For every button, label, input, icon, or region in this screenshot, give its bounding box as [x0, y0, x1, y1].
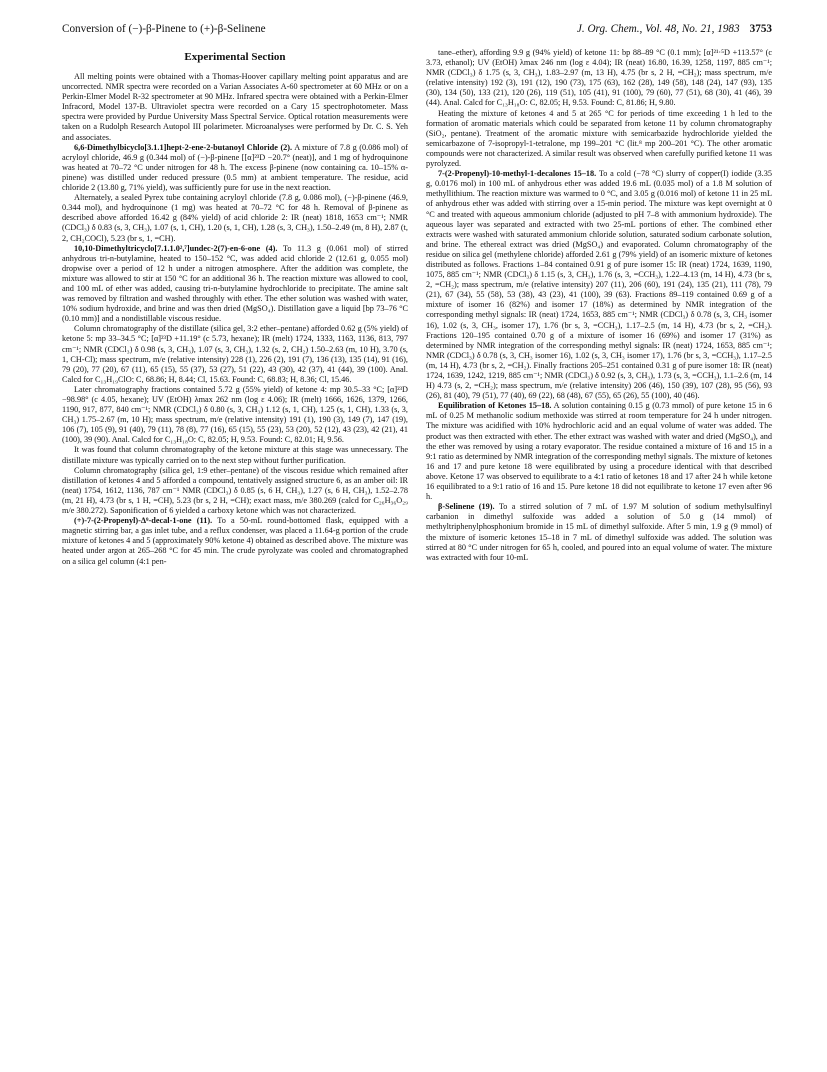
- paragraph: [62, 143, 408, 193]
- paragraph: [62, 445, 408, 465]
- paragraph-text: Column chromatography of the distillate (silica gel, 3:2 ether–pentane) afforded 0.62 g (5% yield) of ketone 5: mp 33–34.5 °C; [α]²³D +11.19° (c 5.73, hexane); IR (melt) 1724, 1333, 1163, 1136, 813, 797 cm⁻¹; NMR (CDCl₃) δ 0.98 (s, 3, CH₃), 1.07 (s, 3, CH₃), 1.32 (s, 2, CH₂) 1.50–2.63 (m, 10 H), 3.70 (s, 1, CH-Cl); mass spectrum, m/e (relative intensity) 228 (1), 226 (2), 191 (7), 136 (13), 135 (14), 91 (16), 79 (20), 77 (20), 67 (11), 65 (15), 55 (37), 53 (27), 51 (22), 43 (30), 42 (37), 41 (44), 39 (100). Anal. Calcd for C₁₃H₁₉ClO: C, 68.86; H, 8.44; Cl, 15.63. Found: C, 68.83; H, 8.36; Cl, 15.46.: [62, 324, 408, 384]
- paragraph-text: Alternately, a sealed Pyrex tube containing acryloyl chloride (7.8 g, 0.086 mol), (−)-β-pinene (46.9, 0.344 mol), and hydroquinone (1 mg) was heated at 70–72 °C for 48 h. Removal of β-pinene as described above afforded 16.42 g (84% yield) of acid chloride 2: IR (neat) 1818, 1653 cm⁻¹; NMR (CDCl₃) δ 0.83 (s, 3, CH₃), 1.07 (s, 1, CH), 1.20 (s, 1, CH), 1.28 (s, 3, CH₃), 1.50–2.49 (m, 8 H), 2.87 (t, 2, CH₂COCl), 5.23 (br s, 1, =CH).: [62, 193, 408, 243]
- running-head: [62, 22, 772, 36]
- paragraph: [426, 502, 772, 563]
- paragraph: [62, 244, 408, 325]
- paragraph-text: tane–ether), affording 9.9 g (94% yield) of ketone 11: bp 88–89 °C (0.1 mm); [α]²¹·⁵D +113.57° (c 3.73, ethanol); UV (EtOH) λmax 246 nm (log ε 4.04); IR (neat) 16.80, 16.39, 1258, 1197, 885 cm⁻¹; NMR (CDCl₃) δ 1.75 (s, 3, CH₃), 1.83–2.97 (m, 13 H), 4.75 (br s, 2 H, =CH₂); mass spectrum, m/e (relative intensity) 192 (3), 191 (12), 190 (73), 175 (63), 162 (28), 149 (58), 148 (24), 147 (93), 135 (30), 134 (50), 133 (21), 120 (26), 119 (51), 105 (41), 91 (100), 79 (60), 77 (51), 68 (30), 41 (46), 39 (44). Anal. Calcd for C₁₃H₁₈O: C, 82.05; H, 9.53. Found: C, 81.86; H, 9.80.: [426, 48, 772, 108]
- compound-heading: Equilibration of Ketones 15–18.: [438, 401, 552, 411]
- paragraph-text: To a stirred solution of 7 mL of 1.97 M solution of sodium methylsulfinyl carbanion in dimethyl sulfoxide was added a solution of 5.0 g (14 mmol) of methyltriphenylphosphonium bromide in 15 mL of dimethyl sulfoxide. After 5 min, 1.9 g (9 mmol) of the mixture of isomeric ketones 15–18 in 7 mL of dimethyl sulfoxide was added. The solution was stirred at 80 °C under nitrogen for 65 h, cooled, and poured into an equal volume of water. The mixture was extracted with four 10-mL: [426, 502, 772, 562]
- paragraph: [426, 109, 772, 170]
- journal-citation: [577, 22, 772, 36]
- paragraph-text: To 11.3 g (0.061 mol) of stirred anhydrous tri-n-butylamine, heated to 150–152 °C, was added acid chloride 2 (12.61 g, 0.055 mol) dropwise over a period of 12 h under a nitrogen atmosphere. After the addition was complete, the mixture was allowed to stir at 150 °C for an additional 36 h. The reaction mixture was allowed to cool, and 100 mL of ether was added, causing tri-n-butylamine hydrochloride to precipitate. The amine salt was removed by filtration and washed throughly with ether. The ether solution was washed with water, 10% sodium hydroxide, and brine and was then dried (MgSO₄). Distillation gave a liquid [bp 73–76 °C (0.10 mm)] and a nondistillable viscous residue.: [62, 243, 409, 324]
- paragraph-text: Later chromatography fractions contained 5.72 g (55% yield) of ketone 4: mp 30.5–33 °C; [α]²³D −98.98° (c 4.05, hexane); UV (EtOH) λmax 262 nm (log ε 4.06); IR (melt) 1666, 1626, 1379, 1266, 1190, 917, 877, 840 cm⁻¹; NMR (CDCl₃) δ 0.80 (s, 3, CH₃) 1.12 (s, 1, CH), 1.25 (s, 1, CH), 1.33 (s, 3, CH₃) 1.75–2.67 (m, 10 H); mass spectrum, m/e (relative intensity) 191 (1), 190 (3), 149 (7), 147 (19), 106 (7), 105 (9), 91 (40), 79 (11), 78 (8), 77 (16), 65 (15), 55 (23), 53 (20), 52 (12), 43 (23), 42 (21), 41 (100), 39 (90). Anal. Calcd for C₁₃H₁₈O: C, 82.05; H, 9.53. Found: C, 82.01; H, 9.56.: [62, 384, 408, 445]
- paragraph-text: Column chromatography (silica gel, 1:9 ether–pentane) of the viscous residue which remained after distillation of ketones 4 and 5 afforded a compound, tentatively assigned structure 6, as an amber oil: IR (neat) 1754, 1612, 1136, 787 cm⁻¹ NMR (CDCl₃) δ 0.85 (s, 6 H, CH₃), 1.27 (s, 6 H, CH₃), 1.52–2.78 (m, 21 H), 4.73 (br s, 1 H, =CH), 5.23 (br s, 2 H, =CH); exact mass, m/e 380.269 (calcd for C₂₆H₃₆O₂₉ m/e 380.272). Saponification of 6 yielded a carboxy ketone which was not characterized.: [62, 465, 408, 516]
- paragraph: [62, 516, 408, 566]
- compound-heading: 10,10-Dimethyltricyclo[7.1.1.0²,⁷]undec-2(7)-en-6-one (4).: [74, 243, 278, 253]
- paragraph: [426, 48, 772, 109]
- paragraph-text: To a 50-mL round-bottomed flask, equipped with a magnetic stirring bar, a gas inlet tube, and a reflux condenser, was placed a 11.64-g portion of the crude mixture of ketones 4 and 5 (approximately 90% ketone 4) obtained as described above. The mixture was heated under argon at 265–268 °C for 45 min. The crude pyrolyzate was cooled and chromatographed on a silica gel column (4:1 pen-: [62, 516, 408, 566]
- paragraph-text: All melting points were obtained with a Thomas-Hoover capillary melting point apparatus and are uncorrected. NMR spectra were recorded on a Varian Associates A-60 spectrometer at 60 MHz or on a Perkin-Elmer Model R-32 spectrometer at 90 MHz. Infrared spectra were obtained with a Perkin-Elmer Infracord, Model 137-B. Ultraviolet spectra were recorded on a Cary 15 spectrophotometer. Mass spectra were provided by Purdue University Mass Spectral Service. Optical rotation measurements were taken on a Rudolph Research Autopol III polarimeter. Microanalyses were performed by Dr. C. S. Yeh and associates.: [62, 72, 408, 142]
- compound-heading: β-Selinene (19).: [438, 502, 495, 512]
- paragraph: [426, 401, 772, 502]
- journal-name: J. Org. Chem., Vol. 48, No. 21, 1983: [576, 23, 740, 35]
- left-column-body: [62, 72, 408, 567]
- paragraph-text: A solution containing 0.15 g (0.73 mmol) of pure ketone 15 in 6 mL of 0.25 M methanolic sodium methoxide was stirred at room temperature for 24 h under nitrogen. The mixture was acidified with 10% hydrochloric acid and an equal volume of water was added. The product was then extracted with ether. The ether extract was washed with water and dried (MgSO₄), and the ether was removed by using a rotary evaporator. The residue contained a mixture of 16 and 15 in a 9:1 ratio as determined by NMR integration of the corresponding methyl signals. The mixture of ketones 16 and 17 and pure ketone 18 were equilibrated by using a procedure identical with that described above. Ketone 17 was observed to equilibrate to a 4:1 ratio of ketones 18 and 17 after 24 h while ketone 16 equilibrated to a 9:1 ratio of 16 and 15. Pure ketone 18 did not equilibrate to ketone 17 even after 96 h.: [426, 401, 773, 502]
- paragraph-text: Heating the mixture of ketones 4 and 5 at 265 °C for periods of time exceeding 1 h led to the formation of aromatic materials which could be separated from ketone 11 by column chromatography (SiO₂, pentane). Treatment of the aromatic mixture with semicarbazide hydrochloride yielded the semicarbazone of 7-isopropyl-1-tetralone, mp 199–201 °C (lit.⁸ mp 200–201 °C). The other aromatic compounds were not characterized. A similar result was observed when carefully purified ketone 11 was pyrolyzed.: [426, 108, 772, 169]
- compound-heading: 6,6-Dimethylbicyclo[3.1.1]hept-2-ene-2-butanoyl Chloride (2).: [74, 142, 293, 152]
- compound-heading: (+)-7-(2-Propenyl)-Δ⁹-decal-1-one (11).: [74, 516, 213, 526]
- paragraph: [62, 466, 408, 516]
- section-heading: Experimental Section: [184, 51, 286, 63]
- compound-heading: 7-(2-Propenyl)-10-methyl-1-decalones 15–18.: [438, 169, 597, 179]
- paragraph: [62, 193, 408, 243]
- paragraph: [426, 169, 772, 401]
- right-column: [426, 48, 772, 563]
- paragraph-text: To a cold (−78 °C) slurry of copper(I) iodide (3.35 g, 0.0176 mol) in 100 mL of anhydrous ether was added 19.6 mL (0.035 mol) of a 1.8 M solution of methyllithium. The reaction mixture was warmed to 0 °C, and 3.05 g (0.016 mol) of ketone 11 in 25 mL of anhydrous ether was added with stirring over a 15-min period. The mixture was kept overnight at 0 °C and treated with aqueous ammonium chloride (adjusted to pH 7–8 with ammonium hydroxide). The aqueous layer was separated and extracted with two 25-mL portions of ether. The combined ether extracts were washed with saturated ammonium chloride solution, saturated sodium carbonate solution, and brine. The ethereal extract was dried (MgSO₄) and evaporated. Column chromatography of the residue on silica gel (methylene chloride) afforded 2.61 g (79% yield) of an isomeric mixture of ketones distributed as follows. Fractions 1–84 contained 0.91 g of pure isomer 15: IR (neat) 1724, 1639, 1190, 1075, 885 cm⁻¹; NMR (CDCl₃) δ 1.15 (s, 3, CH₃), 1.76 (s, 3, =CCH₃), 1.22–4.13 (m, 14 H), 4.73 (br s, 2, =CH₂); mass spectrum, m/e (relative intensity) 207 (11), 206 (60), 191 (24), 135 (21), 111 (78), 79 (21), 67 (34), 55 (58), 53 (38), 43 (23), 41 (100), 39 (63). Fractions 89–119 contained 0.69 g of a mixture of isomer 16 (82%) and isomer 17 (18%) as determined by NMR integration of the corresponding methyl signals: IR (neat) 1724, 1653, 885 cm⁻¹; NMR (CDCl₃) δ 0.78 (s, 3, CH₃ isomer 16), 1.02 (s, 3, CH₃, isomer 17), 1.76 (br s, 3, =CCH₃), 1.17–2.5 (m, 14 H), 4.73 (br s, 2, =CH₂). Fractions 120–195 contained 0.70 g of a mixture of isomer 16 (69%) and isomer 17 (31%) as determined by NMR integration of the corresponding methyl signals: IR (neat) 1724, 1653, 885 cm⁻¹; NMR (CDCl₃) δ 0.78 (s, 3, CH₃ isomer 16), 1.02 (s, 3, CH₃ isomer 17), 1.76 (br s, 3, =CCH₃), 1.17–2.5 (m, 14 H), 4.73 (br s, 2, =CH₂). Finally fractions 205–251 contained 0.31 g of pure isomer 18: IR (neat) 1724, 1639, 1242, 1219, 885 cm⁻¹; NMR (CDCl₃) δ 0.92 (s, 3, CH₃), 1.73 (s, 3, =CCH₃), 1.1–2.6 (m, 14 H) 4.73 (s, 2, =CH₂); mass spectrum, m/e (relative intensity) 206 (46), 150 (39), 107 (28), 95 (56), 93 (26), 81 (40), 79 (51), 77 (40), 69 (22), 68 (48), 67 (55), 65 (26), 55 (100), 40 (46).: [426, 169, 772, 401]
- paragraph: [62, 324, 408, 385]
- paragraph-text: It was found that column chromatography of the ketone mixture at this stage was unnecessary. The distillate mixture was typically carried on to the next step without further purification.: [62, 445, 408, 465]
- right-column-body: [426, 48, 772, 563]
- paragraph: [62, 385, 408, 446]
- paragraph: [62, 72, 408, 143]
- running-title: Conversion of (−)-β-Pinene to (+)-β-Selinene: [62, 23, 266, 35]
- left-column: [62, 48, 408, 567]
- paragraph-text: A mixture of 7.8 g (0.086 mol) of acryloyl chloride, 46.9 g (0.344 mol) of (−)-β-pinene [[α]²³D −20.7° (neat)], and 1 mg of hydroquinone was heated at 70–72 °C under nitrogen for 48 h. The excess β-pinene (now containing ca. 10–15% α-pinene) was distilled under reduced pressure (0.5 mm) at ambient temperature. The residue, acid chloride 2 (13.80 g, 71% yield), was sufficiently pure for use in the next reaction.: [62, 142, 408, 193]
- page-number: 3753: [749, 23, 772, 35]
